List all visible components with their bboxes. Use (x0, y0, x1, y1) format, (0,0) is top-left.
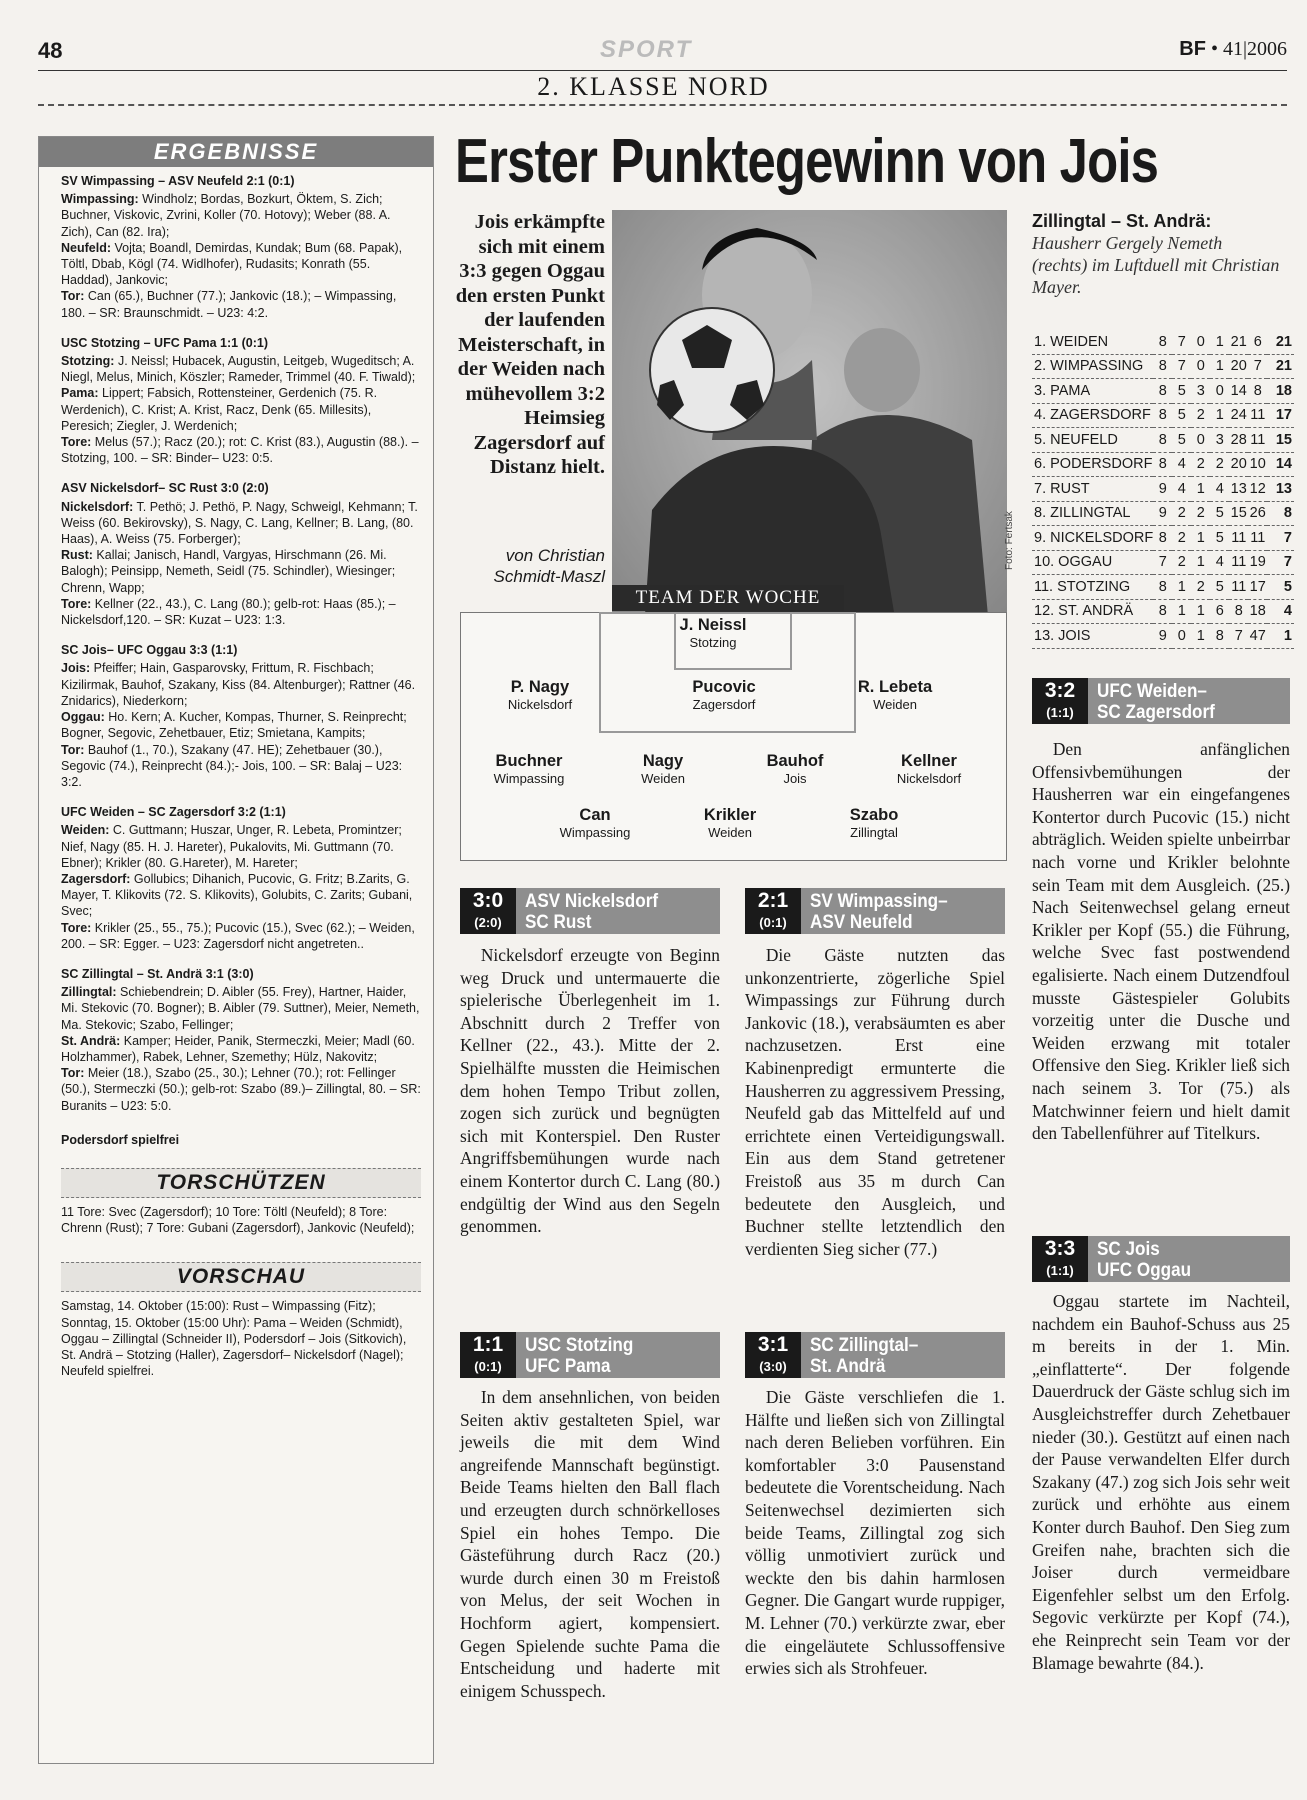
result-line (61, 1065, 421, 1114)
standings-u: 1 (1191, 550, 1210, 575)
result-line-label: Tor: (61, 1066, 85, 1081)
player-club: Zagersdorf (692, 697, 756, 712)
result-line (61, 822, 421, 871)
standings-s: 5 (1172, 379, 1191, 404)
result-line-text: Pfeiffer; Hain, Gasparovsky, Frittum, R. Fischbach; Kizilirmak, Bauhof, Szakany, Kiss (84. Altenburger); Rattner (46. Znidarics), Niederkorn; (61, 661, 416, 708)
report-score (1032, 678, 1088, 724)
away-team: SC Zagersdorf (1097, 702, 1215, 723)
report-header (1032, 678, 1290, 724)
result-line-label: Oggau: (61, 710, 105, 725)
results-list (39, 167, 433, 1379)
player-club: Nickelsdorf (507, 697, 573, 712)
report-teams (801, 1332, 918, 1378)
home-team: SC Jois (1097, 1239, 1160, 1260)
player-name: R. Lebeta (857, 678, 933, 696)
report-header (460, 888, 720, 934)
player-club: Wimpassing (493, 771, 565, 786)
home-team: SC Zillingtal– (810, 1335, 919, 1356)
result-line-label: Tore: (61, 596, 92, 611)
standings-sp: 7 (1153, 550, 1172, 575)
standings-name: 9. NICKELSDORF (1032, 526, 1153, 551)
result-line (61, 871, 421, 920)
report-stotzing-pama (460, 1332, 720, 1702)
standings-n: 1 (1210, 330, 1229, 354)
standings-gf: 11 (1229, 575, 1248, 600)
report-wimpassing-neufeld (745, 888, 1005, 1260)
issue-number: 41|2006 (1222, 38, 1287, 60)
player-name: P. Nagy (510, 678, 570, 696)
report-teams (1088, 678, 1215, 724)
standings-ga: 26 (1248, 501, 1267, 526)
standings-u: 1 (1191, 526, 1210, 551)
report-teams (1088, 1236, 1191, 1282)
standings-name: 11. STOTZING (1032, 575, 1153, 600)
report-header (745, 1332, 1005, 1378)
article-headline: Erster Punktegewinn von Jois (455, 127, 1159, 196)
standings-u: 0 (1191, 330, 1210, 354)
photo-caption (1032, 210, 1282, 298)
result-line (61, 660, 421, 709)
player-club: Stotzing (689, 635, 737, 650)
standings-name: 10. OGGAU (1032, 550, 1153, 575)
totw-midfielder (839, 752, 1019, 787)
result-line (61, 547, 421, 596)
standings-s: 5 (1172, 403, 1191, 428)
standings-sp: 9 (1153, 624, 1172, 649)
standings-s: 5 (1172, 428, 1191, 453)
byline (455, 545, 605, 587)
halftime-score: (0:1) (474, 1359, 502, 1374)
article-lead: Jois erkämpfte sich mit einem 3:3 gegen Oggau den ersten Punkt der laufenden Meisterschaft, in der Weiden nach mühevollem 3:2 Heimsieg Zagersdorf auf Distanz hielt. (455, 211, 605, 478)
standings-gf: 11 (1229, 550, 1248, 575)
standings-ga: 8 (1248, 379, 1267, 404)
result-line-text: C. Guttmann; Huszar, Unger, R. Lebeta, Promintzer; Nief, Nagy (85. H. J. Hareter), Pukalovits, Mi. Guttmann (70. Ebner); Krikler (80. G.Hareter), M. Hareter; (61, 823, 402, 870)
result-line-text: Ho. Kern; A. Kucher, Kompas, Thurner, S. Reinprecht; Bogner, Segovic, Zehetbauer, Etiz; Smietana, Kampits; (61, 710, 407, 741)
standings-pts: 21 (1267, 354, 1294, 379)
home-team: USC Stotzing (525, 1335, 634, 1356)
result-line (61, 920, 421, 952)
totw-defender (634, 678, 814, 713)
report-score (745, 1332, 801, 1378)
result-line-label: Wimpassing: (61, 192, 139, 207)
result-title: SC Zillingtal – St. Andrä 3:1 (3:0) (61, 966, 254, 981)
table-row (1032, 379, 1294, 404)
result-line-label: Nickelsdorf: (61, 499, 134, 514)
standings-gf: 8 (1229, 599, 1248, 624)
report-header (745, 888, 1005, 934)
report-header (1032, 1236, 1290, 1282)
standings-ga: 10 (1248, 452, 1267, 477)
result-block (61, 642, 421, 790)
final-score: 3:3 (1044, 1237, 1076, 1260)
result-line-label: Tore: (61, 920, 92, 935)
result-line-label: Neufeld: (61, 240, 111, 255)
standings-n: 5 (1210, 526, 1229, 551)
standings-pts: 5 (1267, 575, 1294, 600)
table-row (1032, 526, 1294, 551)
standings-name: 7. RUST (1032, 477, 1153, 502)
issue-separator: • (1210, 38, 1218, 60)
report-teams (516, 888, 658, 934)
standings-n: 1 (1210, 354, 1229, 379)
halftime-score: (2:0) (474, 915, 502, 930)
final-score: 3:0 (472, 889, 504, 912)
standings-gf: 11 (1229, 526, 1248, 551)
result-line (61, 596, 421, 628)
standings-ga: 11 (1248, 403, 1267, 428)
result-line-label: Stotzing: (61, 354, 115, 369)
result-line-label: Rust: (61, 548, 93, 563)
caption-teams: Zillingtal – St. Andrä: (1032, 211, 1212, 231)
standings-name: 3. PAMA (1032, 379, 1153, 404)
result-line-text: T. Pethö; J. Pethö, P. Nagy, Schweigl, Kehmann; T. Weiss (60. Bekirovsky), S. Nagy, C. Lang, Kellner; B. Lang, (80. Haas), A. Weiss (75. Forberger); (61, 499, 418, 547)
final-score: 2:1 (757, 889, 789, 912)
standings-gf: 13 (1229, 477, 1248, 502)
standings-pts: 7 (1267, 550, 1294, 575)
header-rule (38, 70, 1287, 71)
standings-name: 2. WIMPASSING (1032, 354, 1153, 379)
table-row (1032, 599, 1294, 624)
preview-heading: VORSCHAU (61, 1262, 421, 1292)
result-line-label: Zagersdorf: (61, 871, 131, 886)
result-line-label: St. Andrä: (61, 1033, 121, 1048)
standings-u: 1 (1191, 477, 1210, 502)
player-club: Weiden (641, 771, 685, 786)
final-score: 3:2 (1044, 679, 1076, 702)
standings-sp: 8 (1153, 599, 1172, 624)
player-club: Jois (783, 771, 807, 786)
standings-ga: 11 (1248, 526, 1267, 551)
result-line-label: Pama: (61, 386, 99, 401)
standings-gf: 20 (1229, 452, 1248, 477)
photo-credit: Foto: Fertsak (1004, 511, 1015, 570)
standings-pts: 8 (1267, 501, 1294, 526)
result-line-label: Zillingtal: (61, 985, 117, 1000)
report-header (460, 1332, 720, 1378)
standings-gf: 28 (1229, 428, 1248, 453)
standings-u: 2 (1191, 501, 1210, 526)
standings-u: 2 (1191, 403, 1210, 428)
away-team: UFC Oggau (1097, 1260, 1192, 1281)
report-text: In dem ansehnlichen, von beiden Seiten aktiv gestalteten Spiel, war jeweils die mit dem Wind angreifende Mannschaft begünstigt. Beide Teams hielten den Ball flach und erzeugten durch schnörkelloses Spiel ein hohes Tempo. Die Gästeführung durch Racz (20.) wurde durch einen 30 m Freistoß von Melus, der seit Wochen in Hochform agiert, kompensiert. Gegen Spielende suchte Pama die Entscheidung und haderte mit einigem Schusspech. (460, 1387, 720, 1701)
report-jois-oggau (1032, 1236, 1290, 1674)
standings-ga: 17 (1248, 575, 1267, 600)
standings-ga: 7 (1248, 354, 1267, 379)
standings-u: 2 (1191, 452, 1210, 477)
table-row (1032, 403, 1294, 428)
standings-sp: 8 (1153, 575, 1172, 600)
standings-sp: 8 (1153, 330, 1172, 354)
result-line-text: Can (65.), Buchner (77.); Jankovic (18.); – Wimpassing, 180. – SR: Braunschmidt. – U23: 4:2. (61, 289, 397, 320)
preview-text: Samstag, 14. Oktober (15:00): Rust – Wimpassing (Fitz); Sonntag, 15. Oktober (15:00 Uhr): Pama – Weiden (Schmidt), Oggau – Zillingtal (Schneider II), Podersdorf – Jois (Sitkovich), St. Andrä – Stotzing (Haller), Zagersdorf– Nickelsdorf (Nagel); Neufeld spielfrei. (61, 1299, 407, 1379)
result-line-text: Kellner (22., 43.), C. Lang (80.); gelb-rot: Haas (85.); – Nickelsdorf,120. – SR: Kuzat – U23: 1:3. (61, 596, 396, 628)
player-club: Weiden (708, 825, 752, 840)
totw-defender (450, 678, 630, 713)
league-title: 2. KLASSE NORD (537, 72, 770, 101)
report-text: Den anfänglichen Offensivbemühungen der Hausherren war ein eingefangenes Kontertor durch Pucovic (15.) nicht abträglich. Weiden spielte unbeirrbar nach vorne und Krikler belohnte sein Team mit dem Ausgleich. (25.) Nach Seitenwechsel gelang erneut Krikler per Kopf (55.) die Führung, welche Svec fast postwendend egalisierte. Nach einem Dutzendfoul musste Gästespieler Golubits vorzeitig unter die Dusche und Weiden erzwang mit totaler Offensive den Sieg. Krikler ließ sich nach seinem 3. Tor (75.) als Matchwinner feiern und hielt damit den Tabellenführer auf Titelkurs. (1032, 739, 1290, 1144)
standings-sp: 9 (1153, 477, 1172, 502)
result-line-label: Jois: (61, 661, 91, 676)
standings-n: 4 (1210, 477, 1229, 502)
standings-sp: 8 (1153, 526, 1172, 551)
player-name: Szabo (849, 806, 899, 824)
report-score (1032, 1236, 1088, 1282)
result-line (61, 385, 421, 434)
away-team: St. Andrä (810, 1356, 886, 1377)
report-text: Die Gäste nutzten das unkonzentrierte, zögerliche Spiel Wimpassings zur Führung durch Jankovic (18.), verabsäumten es aber nachzusetzen. Erst eine Kabinenpredigt ermunterte die Hausherren zu aggressivem Pressing, Neufeld gab das Mittelfeld auf und errichtete einen Verteidigungswall. Ein aus dem Stand getretener Freistoß aus 35 m durch Can bedeutete den Ausgleich, und Buchner stellte letztendlich den verdienten Sieg sicher (77.) (745, 945, 1005, 1259)
publication-name: BF (1179, 38, 1206, 60)
standings-n: 2 (1210, 452, 1229, 477)
table-row (1032, 501, 1294, 526)
standings-table (1032, 330, 1294, 649)
player-name: Can (579, 806, 611, 824)
standings-s: 4 (1172, 477, 1191, 502)
result-title: SC Jois– UFC Oggau 3:3 (1:1) (61, 643, 238, 658)
standings-name: 6. PODERSDORF (1032, 452, 1153, 477)
result-line (61, 240, 421, 289)
report-teams (801, 888, 948, 934)
standings-n: 6 (1210, 599, 1229, 624)
result-line-text: Lippert; Fabsich, Rottensteiner, Gerdenich (75. R. Werdenich), C. Krist; A. Krist, Racz, Denk (65. Millesits), Peresich; Ziegler, J. Werdenich; (61, 386, 378, 433)
results-sidebar (38, 136, 434, 1764)
result-line-text: Schiebendrein; D. Aibler (55. Frey), Hartner, Haider, Mi. Stekovic (70. Bogner); B. Aibler (79. Suttner), Meier, Nemeth, Ma. Stekovic; Szabo, Fellinger; (61, 985, 420, 1032)
scorers-text: 11 Tore: Svec (Zagersdorf); 10 Tore: Töltl (Neufeld); 8 Tore: Chrenn (Rust); 7 Tore: Gubani (Zagersdorf), Jankovic (Neufeld); (61, 1204, 415, 1236)
caption-text: Hausherr Gergely Nemeth (rechts) im Luftduell mit Christian Mayer. (1032, 233, 1280, 297)
player-name: Nagy (642, 752, 684, 770)
standings-u: 3 (1191, 379, 1210, 404)
away-team: SC Rust (525, 912, 592, 933)
standings-name: 1. WEIDEN (1032, 330, 1153, 354)
standings-name: 13. JOIS (1032, 624, 1153, 649)
report-weiden-zagersdorf (1032, 678, 1290, 1145)
result-block (61, 335, 421, 467)
home-team: UFC Weiden– (1097, 681, 1207, 702)
result-line-label: Tor: (61, 289, 85, 304)
standings-u: 1 (1191, 624, 1210, 649)
byline-author: Christian Schmidt-Maszl (493, 546, 605, 586)
table-row (1032, 575, 1294, 600)
team-of-week-title: TEAM DER WOCHE (612, 585, 844, 611)
standings-pts: 17 (1267, 403, 1294, 428)
result-line (61, 984, 421, 1033)
table-row (1032, 477, 1294, 502)
standings-gf: 21 (1229, 330, 1248, 354)
standings-ga: 18 (1248, 599, 1267, 624)
standings-name: 12. ST. ANDRÄ (1032, 599, 1153, 624)
standings-pts: 15 (1267, 428, 1294, 453)
standings-n: 4 (1210, 550, 1229, 575)
report-zillingtal-standrae (745, 1332, 1005, 1680)
report-score (460, 888, 516, 934)
header-dashed-rule (38, 104, 1287, 106)
byline-prefix: von (505, 546, 534, 565)
player-club: Zillingtal (850, 825, 898, 840)
home-team: ASV Nickelsdorf (525, 891, 659, 912)
standings-s: 4 (1172, 452, 1191, 477)
standings-ga: 12 (1248, 477, 1267, 502)
report-text: Oggau startete im Nachteil, nachdem ein Bauhof-Schuss aus 25 m bereits in der 1. Min. „einflatterte“. Der folgende Dauerdruck der Gäste schlug sich im Ausgleichstreffer durch Zehetbauer nieder (30.). Gestützt auf einen nach der Pause verwandelten Elfer durch Szakany (47.) zog sich Jois sehr weit zurück und erhöhte aus einem Konter durch Bauhof. Den Sieg zum Greifen nahe, brachten sich die Joiser durch vermeidbare Eigenfehler selbst um den Erfolg. Segovic verkürzte per Kopf (74.), ehe Reinprecht sein Team vor der Blamage bewahrte (84.). (1032, 1291, 1290, 1673)
scorers-heading: TORSCHÜTZEN (61, 1168, 421, 1198)
halftime-score: (1:1) (1046, 1263, 1074, 1278)
result-title: USC Stotzing – UFC Pama 1:1 (0:1) (61, 335, 268, 350)
table-row (1032, 354, 1294, 379)
standings-sp: 8 (1153, 379, 1172, 404)
standings-s: 2 (1172, 501, 1191, 526)
result-block (61, 480, 421, 628)
result-line-text: Meier (18.), Szabo (25., 30.); Lehner (70.); rot: Fellinger (50.), Stermeczki (50.); gelb-rot: Szabo (89.)– Zillingtal, 80. – SR: Buranits – U23: 5:0. (61, 1066, 421, 1113)
player-name: Kellner (901, 752, 957, 770)
report-score (745, 888, 801, 934)
standings-gf: 15 (1229, 501, 1248, 526)
table-row (1032, 452, 1294, 477)
standings-u: 0 (1191, 354, 1210, 379)
standings-ga: 6 (1248, 330, 1267, 354)
standings-ga: 19 (1248, 550, 1267, 575)
final-score: 1:1 (472, 1333, 504, 1356)
result-title: UFC Weiden – SC Zagersdorf 3:2 (1:1) (61, 805, 286, 820)
standings-gf: 20 (1229, 354, 1248, 379)
issue-info (1179, 38, 1287, 61)
away-team: ASV Neufeld (810, 912, 913, 933)
table-row (1032, 550, 1294, 575)
standings-s: 1 (1172, 575, 1191, 600)
standings-n: 1 (1210, 403, 1229, 428)
result-line (61, 1033, 421, 1065)
final-score: 3:1 (757, 1333, 789, 1356)
halftime-score: (3:0) (759, 1359, 787, 1374)
result-line (61, 742, 421, 791)
player-club: Weiden (873, 697, 917, 712)
result-line (61, 709, 421, 741)
totw-goalkeeper (623, 616, 803, 651)
standings-s: 0 (1172, 624, 1191, 649)
section-name: SPORT (600, 36, 693, 63)
result-line (61, 191, 421, 240)
result-line-label: Tor: (61, 742, 85, 757)
standings-pts: 4 (1267, 599, 1294, 624)
standings-pts: 1 (1267, 624, 1294, 649)
standings-u: 2 (1191, 575, 1210, 600)
result-line-text: J. Neissl; Hubacek, Augustin, Leitgeb, Wugeditsch; A. Niegl, Melus, Minich, Köszler; Rameder, Trimmel (40. F. Tiwald); (61, 354, 416, 385)
player-name: Buchner (495, 752, 563, 770)
player-club: Nickelsdorf (896, 771, 962, 786)
halftime-score: (0:1) (759, 915, 787, 930)
standings-sp: 8 (1153, 428, 1172, 453)
player-name: Bauhof (766, 752, 824, 770)
report-teams (516, 1332, 633, 1378)
standings-s: 7 (1172, 354, 1191, 379)
standings-n: 5 (1210, 501, 1229, 526)
standings-name: 8. ZILLINGTAL (1032, 501, 1153, 526)
standings-name: 5. NEUFELD (1032, 428, 1153, 453)
standings-s: 2 (1172, 526, 1191, 551)
standings-s: 2 (1172, 550, 1191, 575)
result-line-label: Weiden: (61, 823, 110, 838)
table-row (1032, 624, 1294, 649)
home-team: SV Wimpassing– (810, 891, 948, 912)
result-line-text: Gollubics; Dihanich, Pucovic, G. Fritz; B.Zarits, G. Mayer, T. Klikovits (72. S. Klikovits), Golubits, C. Zarits; Gubani, Svec; (61, 871, 413, 919)
report-score (460, 1332, 516, 1378)
report-text: Nickelsdorf erzeugte von Beginn weg Druck und untermauerte die spielerische Überlegenheit im 1. Abschnitt durch 2 Treffer von Kellner (22., 43.). Mitte der 2. Spielhälfte mussten die Heimischen dem hohen Tempo Tribut zollen, zogen sich zurück und begnügten sich mit Konterspiel. Den Ruster Angriffsbemühungen wurde nach einem Kontertor durch C. Lang (80.) endgültig der Wind aus den Segeln genommen. (460, 945, 720, 1237)
standings-sp: 9 (1153, 501, 1172, 526)
result-line (61, 353, 421, 385)
standings-n: 5 (1210, 575, 1229, 600)
standings-s: 1 (1172, 599, 1191, 624)
standings-n: 3 (1210, 428, 1229, 453)
standings-u: 0 (1191, 428, 1210, 453)
result-line-label: Tore: (61, 435, 92, 450)
result-title: ASV Nickelsdorf– SC Rust 3:0 (2:0) (61, 481, 269, 496)
standings-n: 8 (1210, 624, 1229, 649)
totw-defender (805, 678, 985, 713)
standings-pts: 13 (1267, 477, 1294, 502)
standings-sp: 8 (1153, 403, 1172, 428)
result-block (61, 804, 421, 952)
result-line-text: Vojta; Boandl, Demirdas, Kundak; Bum (68. Papak), Töltl, Dbab, Kögl (74. Widlhofer), Rudasits; Konrath (55. Haddad), Jankovic; (61, 240, 403, 288)
result-block (61, 173, 421, 321)
standings-n: 0 (1210, 379, 1229, 404)
away-team: UFC Pama (525, 1356, 611, 1377)
result-title: SV Wimpassing – ASV Neufeld 2:1 (0:1) (61, 174, 295, 188)
standings-pts: 18 (1267, 379, 1294, 404)
standings-sp: 8 (1153, 452, 1172, 477)
result-line-text: Bauhof (1., 70.), Szakany (47. HE); Zehetbauer (30.), Segovic (74.), Reinprecht (84.);- Jois, 100. – SR: Balaj – U23: 3:2. (61, 742, 403, 789)
totw-forward (784, 806, 964, 841)
result-line (61, 499, 421, 548)
standings-s: 7 (1172, 330, 1191, 354)
result-line (61, 288, 421, 320)
results-heading: ERGEBNISSE (39, 137, 433, 167)
standings-ga: 11 (1248, 428, 1267, 453)
result-line-text: Melus (57.); Racz (20.); rot: C. Krist (83.), Augustin (88.). – Stotzing, 100. – SR: Binder– U23: 0:5. (61, 435, 419, 466)
result-line-text: Kamper; Heider, Panik, Stermeczki, Meier; Madl (60. Holzhammer), Rabek, Lehner, Szemethy; Hülz, Nakovitz; (61, 1033, 415, 1064)
bye-note: Podersdorf spielfrei (61, 1132, 180, 1147)
standings-gf: 7 (1229, 624, 1248, 649)
standings-gf: 24 (1229, 403, 1248, 428)
table-row (1032, 330, 1294, 354)
standings-sp: 8 (1153, 354, 1172, 379)
standings-pts: 21 (1267, 330, 1294, 354)
player-name: Pucovic (692, 678, 756, 696)
halftime-score: (1:1) (1046, 705, 1074, 720)
result-line-text: Krikler (25., 55., 75.); Pucovic (15.), Svec (62.); – Weiden, 200. – SR: Egger. – U23: Zagersdorf nicht angetreten.. (61, 920, 415, 951)
standings-ga: 47 (1248, 624, 1267, 649)
standings-gf: 14 (1229, 379, 1248, 404)
report-nickelsdorf-rust (460, 888, 720, 1238)
standings-pts: 7 (1267, 526, 1294, 551)
player-name: J. Neissl (679, 616, 747, 634)
player-name: Krikler (703, 806, 757, 824)
report-text: Die Gäste verschliefen die 1. Hälfte und ließen sich von Zillingtal nach deren Belieben vorführen. Ein komfortabler 3:0 Pausenstand bedeutete die Vorentscheidung. Nach Seitenwechsel dezimierten sich beide Teams, Zillingtal zog sich völlig unmotiviert zurück und weckte den bis dahin harmlosen Gegner. Die Gangart wurde ruppiger, M. Lehner (70.) verkürzte zwar, eber die eingeläutete Schlussoffensive erwies sich als Strohfeuer. (745, 1387, 1005, 1679)
standings-u: 1 (1191, 599, 1210, 624)
result-line-text: Kallai; Janisch, Handl, Vargyas, Hirschmann (26. Mi. Balogh); Peinsipp, Nemeth, Seidl (75. Schindler), Wiesinger; Chrenn, Wapp; (61, 548, 396, 595)
result-line-text: Windholz; Bordas, Bozkurt, Öktem, S. Zich; Buchner, Viskovic, Zvrini, Koller (70. Hotovy); Weber (88. A. Zich), Can (82. Ira); (61, 192, 391, 239)
result-block (61, 966, 421, 1114)
standings-pts: 14 (1267, 452, 1294, 477)
standings-name: 4. ZAGERSDORF (1032, 403, 1153, 428)
result-line (61, 434, 421, 466)
page-number: 48 (38, 38, 63, 63)
player-club: Wimpassing (559, 825, 631, 840)
table-row (1032, 428, 1294, 453)
